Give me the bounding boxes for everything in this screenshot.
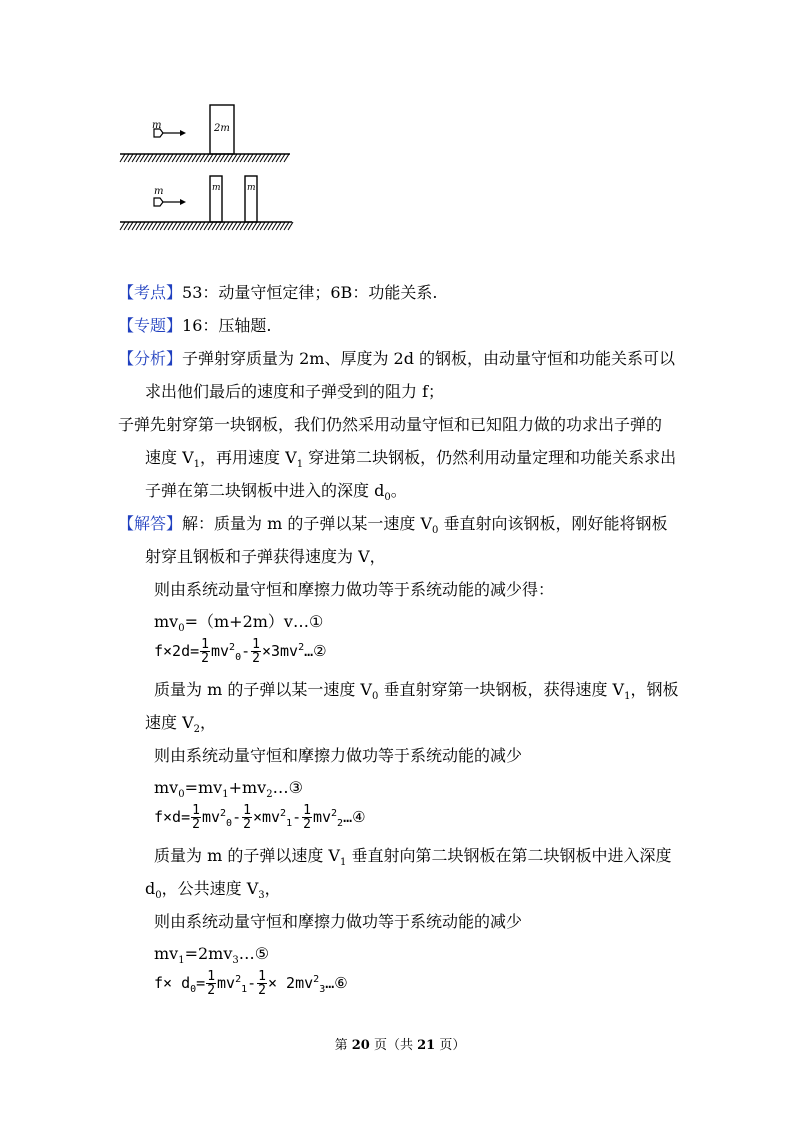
jieda-line-9: 则由系统动量守恒和摩擦力做功等于系统动能的减少 [154, 912, 523, 931]
equation-2: f×2d= $\frac{1}{2}$ $mv^2_0-$ $\frac{1}{2}$ $\times 3mv^2\dots ②$ [154, 637, 327, 666]
kaodian-tag: 【考点】 [118, 283, 183, 302]
bullet-bottom-icon [154, 198, 163, 206]
total-page-count: 21 [417, 1038, 436, 1053]
jieda-line-2: 射穿且钢板和子弹获得速度为 V， [145, 547, 386, 566]
top-scene [120, 105, 290, 162]
zhuanti-tag: 【专题】 [118, 316, 183, 335]
jieda-line-1: 【解答】解：质量为 m 的子弹以某一速度 $V_0$ 垂直射向该钢板，刚好能将钢板 [118, 514, 668, 537]
kaodian-text: 53：动量守恒定律；6B：功能关系. [182, 283, 438, 302]
bullet-bottom-label: m [154, 186, 164, 197]
fenxi-tag: 【分析】 [118, 349, 183, 368]
bullet-block-figure [118, 102, 296, 242]
zhuanti-line [118, 316, 271, 336]
jieda-line-7: 质量为 m 的子弹以速度 $V_1$ 垂直射向第二块钢板在第二块钢板中进入深度 [154, 846, 672, 869]
equation-3: $mv_0=mv_1+mv_2\dots ③$ [154, 778, 303, 801]
fenxi-line-4: 速度 $V_1$，再用速度 $V_1$ 穿进第二块钢板，仍然利用动量定理和功能关系求出 [145, 448, 677, 471]
equation-6: $f\times d_0=$ $\frac{1}{2}$ $mv^2_1-$ $\frac{1}{2}$ × $2mv^2_3\dots ⑥$ [154, 969, 348, 998]
bottom-scene [120, 176, 293, 230]
current-page-number: 20 [351, 1038, 370, 1053]
zhuanti-text: 16：压轴题. [182, 316, 272, 335]
jieda-line-6: 则由系统动量守恒和摩擦力做功等于系统动能的减少 [154, 746, 523, 765]
kaodian-line [118, 283, 437, 303]
jieda-line-8: $d_0$，公共速度 $V_3$， [145, 879, 281, 902]
equation-1: $mv_0=(m+2m)v\dots ①$ [154, 612, 324, 635]
thin-block-right-label: m [247, 183, 256, 193]
page-footer: 第 20 页（共 21 页） [334, 1038, 466, 1053]
jieda-line-4: 质量为 m 的子弹以某一速度 $V_0$ 垂直射穿第一块钢板，获得速度 $V_1$，钢板 [154, 680, 679, 703]
equation-5: $mv_1=2mv_3\dots ⑤$ [154, 944, 270, 967]
thick-block-label: 2m [214, 123, 230, 134]
jieda-tag: 【解答】 [118, 514, 183, 533]
thin-block-left-label: m [212, 183, 221, 193]
fenxi-line-1: 【分析】子弹射穿质量为 2m、厚度为 2d 的钢板，由动量守恒和功能关系可以 [118, 349, 676, 368]
jieda-line-5: 速度 $V_2$， [145, 713, 217, 736]
bullet-top-label: m [152, 120, 162, 131]
jieda-line-3: 则由系统动量守恒和摩擦力做功等于系统动能的减少得： [154, 580, 555, 599]
fenxi-line-5: 子弹在第二块钢板中进入的深度 $d_0$。 [145, 481, 407, 504]
fenxi-line-2: 求出他们最后的速度和子弹受到的阻力 f； [145, 382, 445, 401]
equation-4: f×d= $\frac{1}{2}$ $mv^2_0-$ $\frac{1}{2}$ $\times mv^2_1-$ $\frac{1}{2}$ $mv^2_2\dots ④$ [154, 803, 366, 832]
fenxi-line-3: 子弹先射穿第一块钢板，我们仍然采用动量守恒和已知阻力做的功求出子弹的 [118, 415, 663, 434]
